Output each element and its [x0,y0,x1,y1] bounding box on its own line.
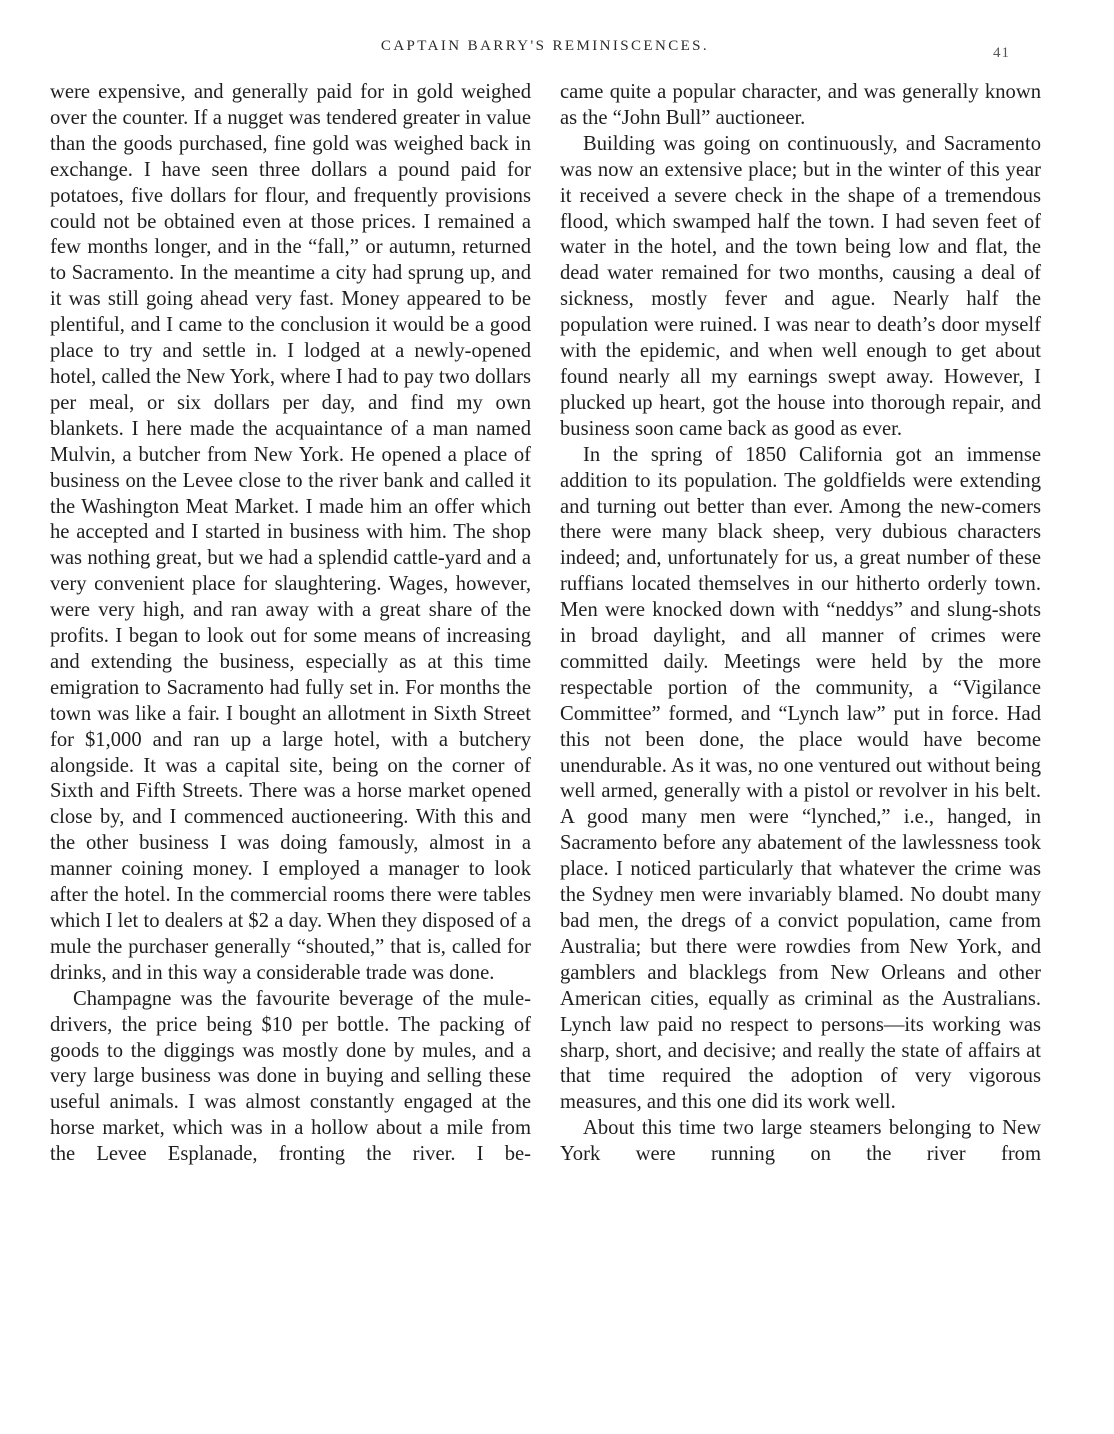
paragraph: About this time two large steamers belonging to New York were running on the river from [560,1117,1041,1166]
left-column [50,80,531,1168]
paragraph: In the spring of 1850 California got an immense addition to its population. The goldfields were extending and turning out better than ever. Among the new-comers there were many black sheep, very dubious characters indeed; and, unfortunately for us, a great number of these ruffians located themselves in our hitherto orderly town. Men were knocked down with “neddys” and slung-shots in broad daylight, and all manner of crimes were committed daily. Meetings were held by the more respectable portion of the community, a “Vigilance Committee” formed, and “Lynch law” put in force. Had this not been done, the place would have become unendurable. As it was, no one ventured out without being well armed, generally with a pistol or revolver in his belt. A good many men were “lynched,” i.e., hanged, in Sacramento before any abatement of the lawlessness took place. I noticed particularly that whatever the crime was the Sydney men were invariably blamed. No doubt many bad men, the dregs of a convict population, came from Australia; but there were rowdies from New York, and gamblers and blacklegs from New Orleans and other American cities, equally as criminal as the Australians. Lynch law paid no respect to persons—its working was sharp, short, and decisive; and really the state of affairs at that time required the adoption of very vigorous measures, and this one did its work well. [560,443,1042,1114]
right-column [560,80,1041,1168]
paragraph: were expensive, and generally paid for in gold weighed over the counter. If a nugget was tendered greater in value than the goods purchased, fine gold was weighed back in exchange. I have seen three dollars a pound paid for potatoes, five dollars for flour, and frequently provisions could not be obtained even at those prices. I remained a few months longer, and in the “fall,” or autumn, returned to Sacramento. In the meantime a city had sprung up, and it was still going ahead very fast. Money appeared to be plentiful, and I came to the conclusion it would be a good place to try and settle in. I lodged at a newly-opened hotel, called the New York, where I had to pay two dollars per meal, or six dollars per day, and find my own blankets. I here made the acquaintance of a man named Mulvin, a butcher from New York. He opened a place of business on the Levee close to the river bank and called it the Washington Meat Market. I made him an offer which he accepted and I started in business with him. The shop was nothing great, but we had a splendid cattle-yard and a very convenient place for slaughtering. Wages, however, were very high, and ran away with a great share of the profits. I began to look out for some means of increasing and extending the business, especially as at this time emigration to Sacramento had fully set in. For months the town was like a fair. I bought an allotment in Sixth Street for $1,000 and ran up a large hotel, with a butchery alongside. It was a capital site, being on the corner of Sixth and Fifth Streets. There was a horse market opened close by, and I commenced auctioneering. With this and the other business I was doing famously, almost in a manner coining money. I employed a manager to look after the hotel. In the commercial rooms there were tables which I let to dealers at $2 a day. When they disposed of a mule the purchaser generally “shouted,” that is, called for drinks, and in this way a considerable trade was done. [50,81,531,984]
page-number: 41 [993,45,1010,61]
running-header: CAPTAIN BARRY'S REMINISCENCES. [380,38,710,54]
paragraph: came quite a popular character, and was generally known as the “John Bull” auctioneer. [560,81,1041,129]
paragraph: Building was going on continuously, and Sacramento was now an extensive place; but in the winter of this year it received a severe check in the shape of a tremendous flood, which swamped half the town. I had seven feet of water in the hotel, and the town being low and flat, the dead water remained for two months, causing a deal of sickness, mostly fever and ague. Nearly half the population were ruined. I was near to death’s door myself with the epidemic, and when well enough to get about found nearly all my earnings swept away. However, I plucked up heart, got the house into thorough repair, and business soon came back as good as ever. [560,132,1041,440]
paragraph: Champagne was the favourite beverage of the mule-drivers, the price being $10 per bottle. The packing of goods to the diggings was mostly done by mules, and a very large business was done in buying and selling these useful animals. I was almost constantly engaged at the horse market, which was in a hollow about a mile from the Levee Esplanade, fronting the river. I be- [50,987,531,1166]
